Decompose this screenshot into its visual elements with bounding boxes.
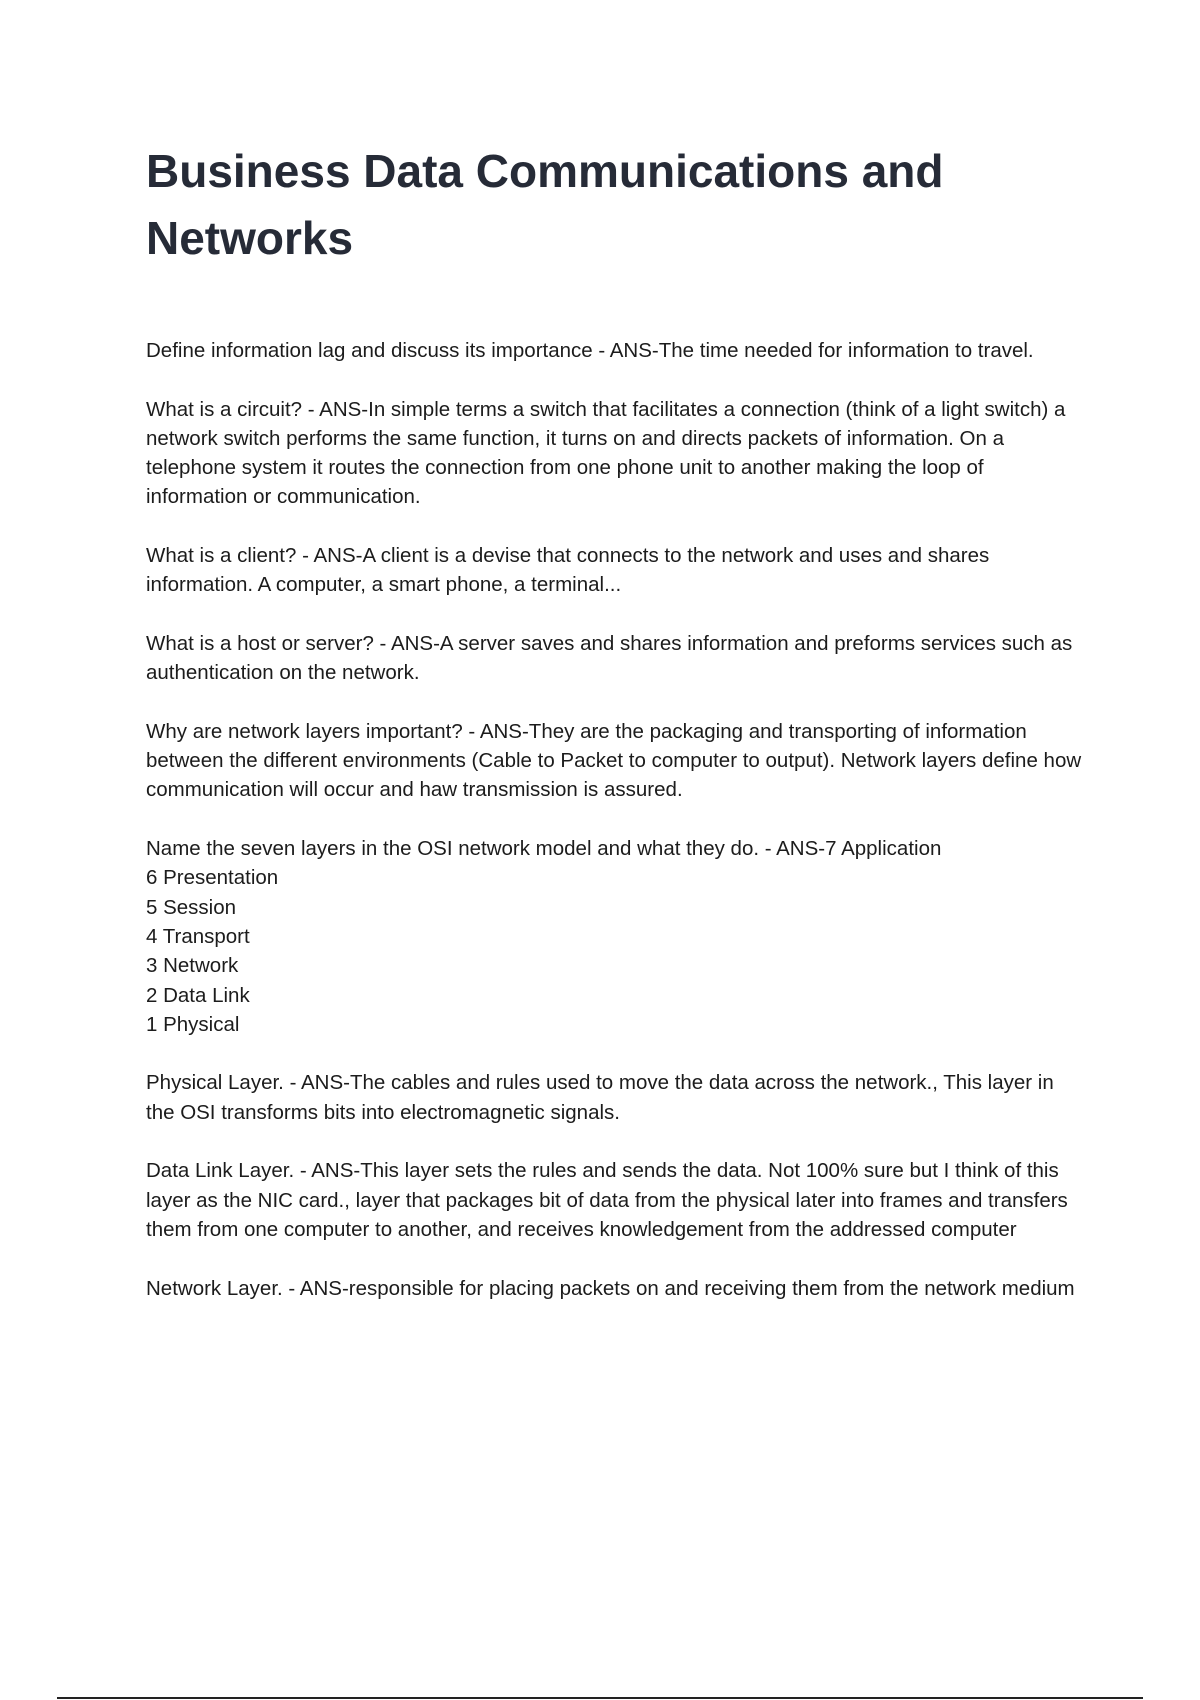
qa-item-osi-layers: Name the seven layers in the OSI network model and what they do. - ANS-7 Application 6 Presentation 5 Session 4 Transport 3 Network 2 Data Link 1 Physical: [146, 837, 942, 1036]
qa-item-information-lag: Define information lag and discuss its importance - ANS-The time needed for information to travel.: [146, 339, 1034, 362]
qa-item-physical-layer: Physical Layer. - ANS-The cables and rules used to move the data across the network., This layer in the OSI transforms bits into electromagnetic signals.: [146, 1071, 1054, 1124]
qa-item-data-link-layer: Data Link Layer. - ANS-This layer sets the rules and sends the data. Not 100% sure but I think of this layer as the NIC card., layer that packages bit of data from the physical later into frames and transfers them from one computer to another, and receives knowledgement from the addressed computer: [146, 1159, 1068, 1241]
qa-item-host-server: What is a host or server? - ANS-A server saves and shares information and preforms services such as authentication on the network.: [146, 631, 1073, 685]
page-title: Business Data Communications and Networks: [146, 145, 944, 264]
qa-list: [146, 336, 1086, 1332]
qa-item-network-layers: Why are network layers important? - ANS-They are the packaging and transporting of information between the different environments (Cable to Packet to computer to output). Network layers define how communication will occur and haw transmission is assured.: [146, 719, 1082, 802]
footer-divider: [57, 1697, 1143, 1699]
qa-item-circuit: What is a circuit? - ANS-In simple terms a switch that facilitates a connection (think of a light switch) a network switch performs the same function, it turns on and directs packets of information. On a telephone system it routes the connection from one phone unit to another making the loop of information or communication.: [146, 397, 1066, 509]
qa-item-network-layer: Network Layer. - ANS-responsible for placing packets on and receiving them from the network medium: [146, 1276, 1075, 1300]
qa-item-client: What is a client? - ANS-A client is a devise that connects to the network and uses and shares information. A computer, a smart phone, a terminal...: [146, 544, 990, 597]
